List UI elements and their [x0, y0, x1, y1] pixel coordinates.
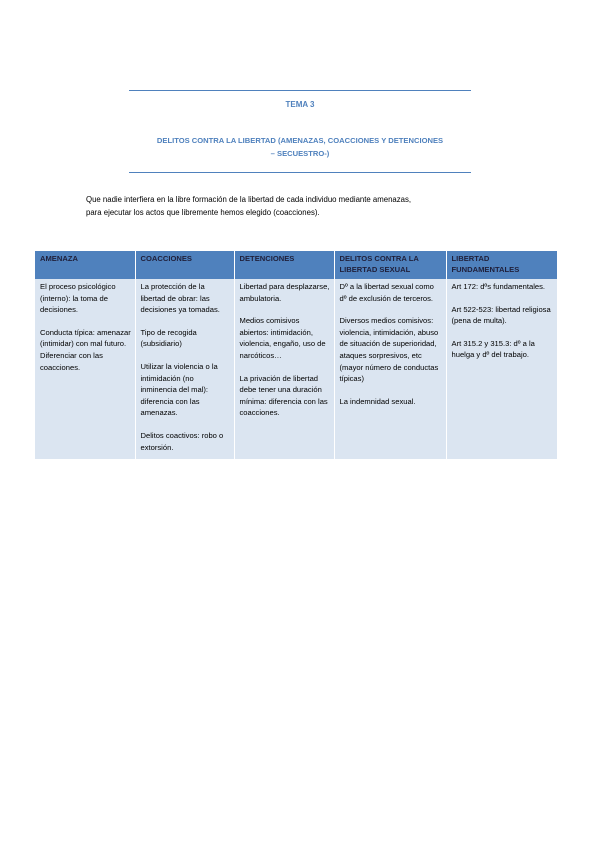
- header-delitos-libertad-sexual: [334, 251, 446, 279]
- cell-libertad-fundamentales: [446, 279, 557, 459]
- header-libertad-fundamentales: [446, 251, 557, 279]
- header-delitos-line-2: LIBERTAD SEXUAL: [339, 265, 411, 274]
- intro-line-2: para ejecutar los actos que libremente hemos elegido (coacciones).: [86, 208, 320, 217]
- cell-delitos-libertad-sexual: [334, 279, 446, 459]
- cell-detenciones: [234, 279, 334, 459]
- header-detenciones: [234, 251, 334, 279]
- paragraph: Medios comisivos abiertos: intimidación, violencia, engaño, uso de narcóticos…: [239, 316, 326, 360]
- topic-number: TEMA 3: [285, 100, 315, 109]
- header-amenaza: [35, 251, 135, 279]
- header-amenaza-label: AMENAZA: [40, 254, 78, 263]
- cell-amenaza: [35, 279, 135, 459]
- paragraph: El proceso psicológico (interno): la toma de decisiones.: [40, 282, 116, 315]
- topic-title-line-1: DELITOS CONTRA LA LIBERTAD (AMENAZAS, COACCIONES Y DETENCIONES: [156, 136, 444, 145]
- paragraph: Libertad para desplazarse, ambulatoria.: [239, 282, 330, 303]
- paragraph: La indemnidad sexual.: [339, 396, 416, 406]
- header-coacciones-label: COACCIONES: [140, 254, 192, 263]
- paragraph: Delitos coactivos: robo o extorsión.: [140, 430, 224, 452]
- cell-coacciones: [135, 279, 234, 459]
- table-header-row: [35, 251, 557, 279]
- header-libertad-line-2: FUNDAMENTALES: [451, 265, 520, 274]
- paragraph: Dº a la libertad sexual como dº de exclusión de terceros.: [339, 282, 434, 303]
- top-rule: [129, 90, 471, 91]
- topic-title: [129, 134, 471, 160]
- topic-title-line-2: – SECUESTRO-): [270, 149, 330, 158]
- intro-line-1: Que nadie interfiera en la libre formación de la libertad de cada individuo mediante amenazas,: [86, 195, 412, 204]
- paragraph: Art 172: dºs fundamentales.: [451, 282, 546, 291]
- paragraph: Diversos medios comisivos: violencia, intimidación, abuso de situación de superioridad, ataques sorpresivos, etc (mayor número de conductas típicas): [339, 316, 439, 384]
- paragraph: Art 315.2 y 315.3: dº a la huelga y dº del trabajo.: [451, 338, 535, 360]
- header-detenciones-label: DETENCIONES: [239, 254, 295, 263]
- paragraph: La protección de la libertad de obrar: las decisiones ya tomadas.: [140, 282, 220, 315]
- paragraph: La privación de libertad debe tener una duración mínima: diferencia con las coacciones.: [239, 373, 328, 418]
- bottom-rule: [129, 172, 471, 173]
- paragraph: Conducta típica: amenazar (intimidar) con mal futuro. Diferenciar con las coacciones.: [40, 327, 131, 372]
- comparison-table: [35, 251, 557, 459]
- paragraph: Tipo de recogida (subsidiario): [140, 327, 197, 349]
- paragraph: Utilizar la violencia o la intimidación (no inminencia del mal): diferencia con las amenazas.: [140, 361, 218, 418]
- intro-paragraph: [86, 193, 526, 219]
- header-delitos-line-1: DELITOS CONTRA LA: [339, 254, 419, 263]
- table-row: [35, 279, 557, 459]
- header-libertad-line-1: LIBERTAD: [451, 254, 490, 263]
- paragraph: Art 522-523: libertad religiosa (pena de multa).: [451, 304, 551, 326]
- header-coacciones: [135, 251, 234, 279]
